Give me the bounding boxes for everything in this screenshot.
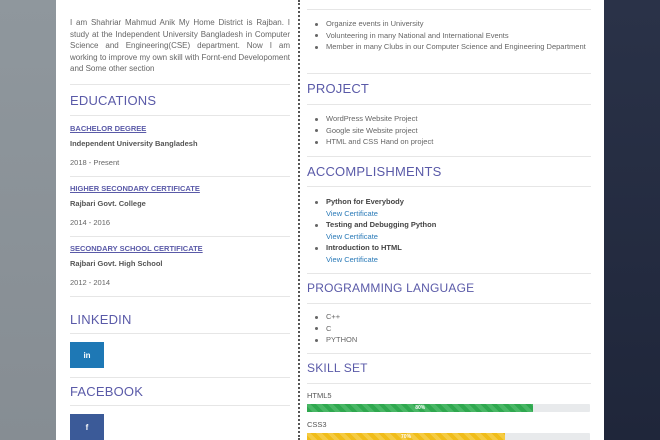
divider-line <box>307 383 591 384</box>
list-item: HTML and CSS Hand on project <box>307 136 591 148</box>
education-institution: Rajbari Govt. High School <box>70 259 163 268</box>
accomplishment-name: Python for Everybody <box>326 197 404 206</box>
education-title-hsc[interactable]: HIGHER SECONDARY CERTIFICATE <box>70 184 200 193</box>
list-item: Organize events in University <box>307 18 591 30</box>
column-divider <box>298 0 300 440</box>
resume-page <box>56 0 604 440</box>
linkedin-heading: LINKEDIN <box>70 312 132 327</box>
accomplishment-item <box>307 219 591 242</box>
skill-bar-fill <box>307 433 505 440</box>
left-background <box>0 0 56 440</box>
divider-line <box>307 9 591 10</box>
accomplishment-item <box>307 196 591 219</box>
list-item: WordPress Website Project <box>307 113 591 125</box>
skill-label-css3: CSS3 <box>307 420 327 429</box>
list-item: Volunteering in many National and International Events <box>307 30 591 42</box>
skill-percent-label: 70% <box>401 434 412 440</box>
skillset-heading: SKILL SET <box>307 361 368 375</box>
programming-heading: PROGRAMMING LANGUAGE <box>307 281 475 295</box>
facebook-icon: f <box>85 422 89 432</box>
project-list <box>307 113 591 148</box>
skill-label-html5: HTML5 <box>307 391 332 400</box>
view-certificate-link[interactable]: View Certificate <box>326 208 378 218</box>
activities-list <box>307 18 591 53</box>
divider-line <box>70 236 290 237</box>
project-heading: PROJECT <box>307 81 370 96</box>
divider-line <box>307 303 591 304</box>
education-years: 2018 - Present <box>70 158 120 167</box>
accomplishments-heading: ACCOMPLISHMENTS <box>307 164 442 179</box>
divider-line <box>70 405 290 406</box>
divider-line <box>70 377 290 378</box>
divider-line <box>70 176 290 177</box>
divider-line <box>307 156 591 157</box>
accomplishment-name: Testing and Debugging Python <box>326 220 437 229</box>
view-certificate-link[interactable]: View Certificate <box>326 254 378 264</box>
accomplishments-list <box>307 196 591 265</box>
facebook-button[interactable] <box>70 414 104 440</box>
divider-line <box>70 333 290 334</box>
skill-percent-label: 80% <box>415 405 426 411</box>
view-certificate-link[interactable]: View Certificate <box>326 231 378 241</box>
divider-line <box>307 73 591 74</box>
divider-line <box>70 296 290 297</box>
educations-heading: EDUCATIONS <box>70 93 157 108</box>
education-title-ssc[interactable]: SECONDARY SCHOOL CERTIFICATE <box>70 244 203 253</box>
divider-line <box>70 84 290 85</box>
programming-list <box>307 311 591 346</box>
skill-bar-fill <box>307 404 533 412</box>
education-institution: Independent University Bangladesh <box>70 139 198 148</box>
accomplishment-item <box>307 242 591 265</box>
skill-bar-track <box>307 404 590 412</box>
list-item: Member in many Clubs in our Computer Science and Engineering Department <box>307 41 591 53</box>
divider-line <box>307 273 591 274</box>
divider-line <box>307 353 591 354</box>
divider-line <box>307 104 591 105</box>
linkedin-button[interactable] <box>70 342 104 368</box>
facebook-heading: FACEBOOK <box>70 384 144 399</box>
education-title-bachelor[interactable]: BACHELOR DEGREE <box>70 124 147 133</box>
right-background <box>604 0 660 440</box>
divider-line <box>70 115 290 116</box>
list-item: C <box>307 323 591 335</box>
education-years: 2014 - 2016 <box>70 218 111 227</box>
education-years: 2012 - 2014 <box>70 278 111 287</box>
list-item: Google site Website project <box>307 125 591 137</box>
education-institution: Rajbari Govt. College <box>70 199 146 208</box>
list-item: PYTHON <box>307 334 591 346</box>
linkedin-icon: in <box>83 350 91 360</box>
about-text: I am Shahriar Mahmud Anik My Home District is Rajban. I study at the Independent University Bangladesh in Computer Science and Engineering(CSE) department. Now I am working to improve my own skill with Fornt-end Developoment and Some other section <box>70 18 290 73</box>
accomplishment-name: Introduction to HTML <box>326 243 402 252</box>
skill-bar-track <box>307 433 590 440</box>
list-item: C++ <box>307 311 591 323</box>
divider-line <box>307 186 591 187</box>
